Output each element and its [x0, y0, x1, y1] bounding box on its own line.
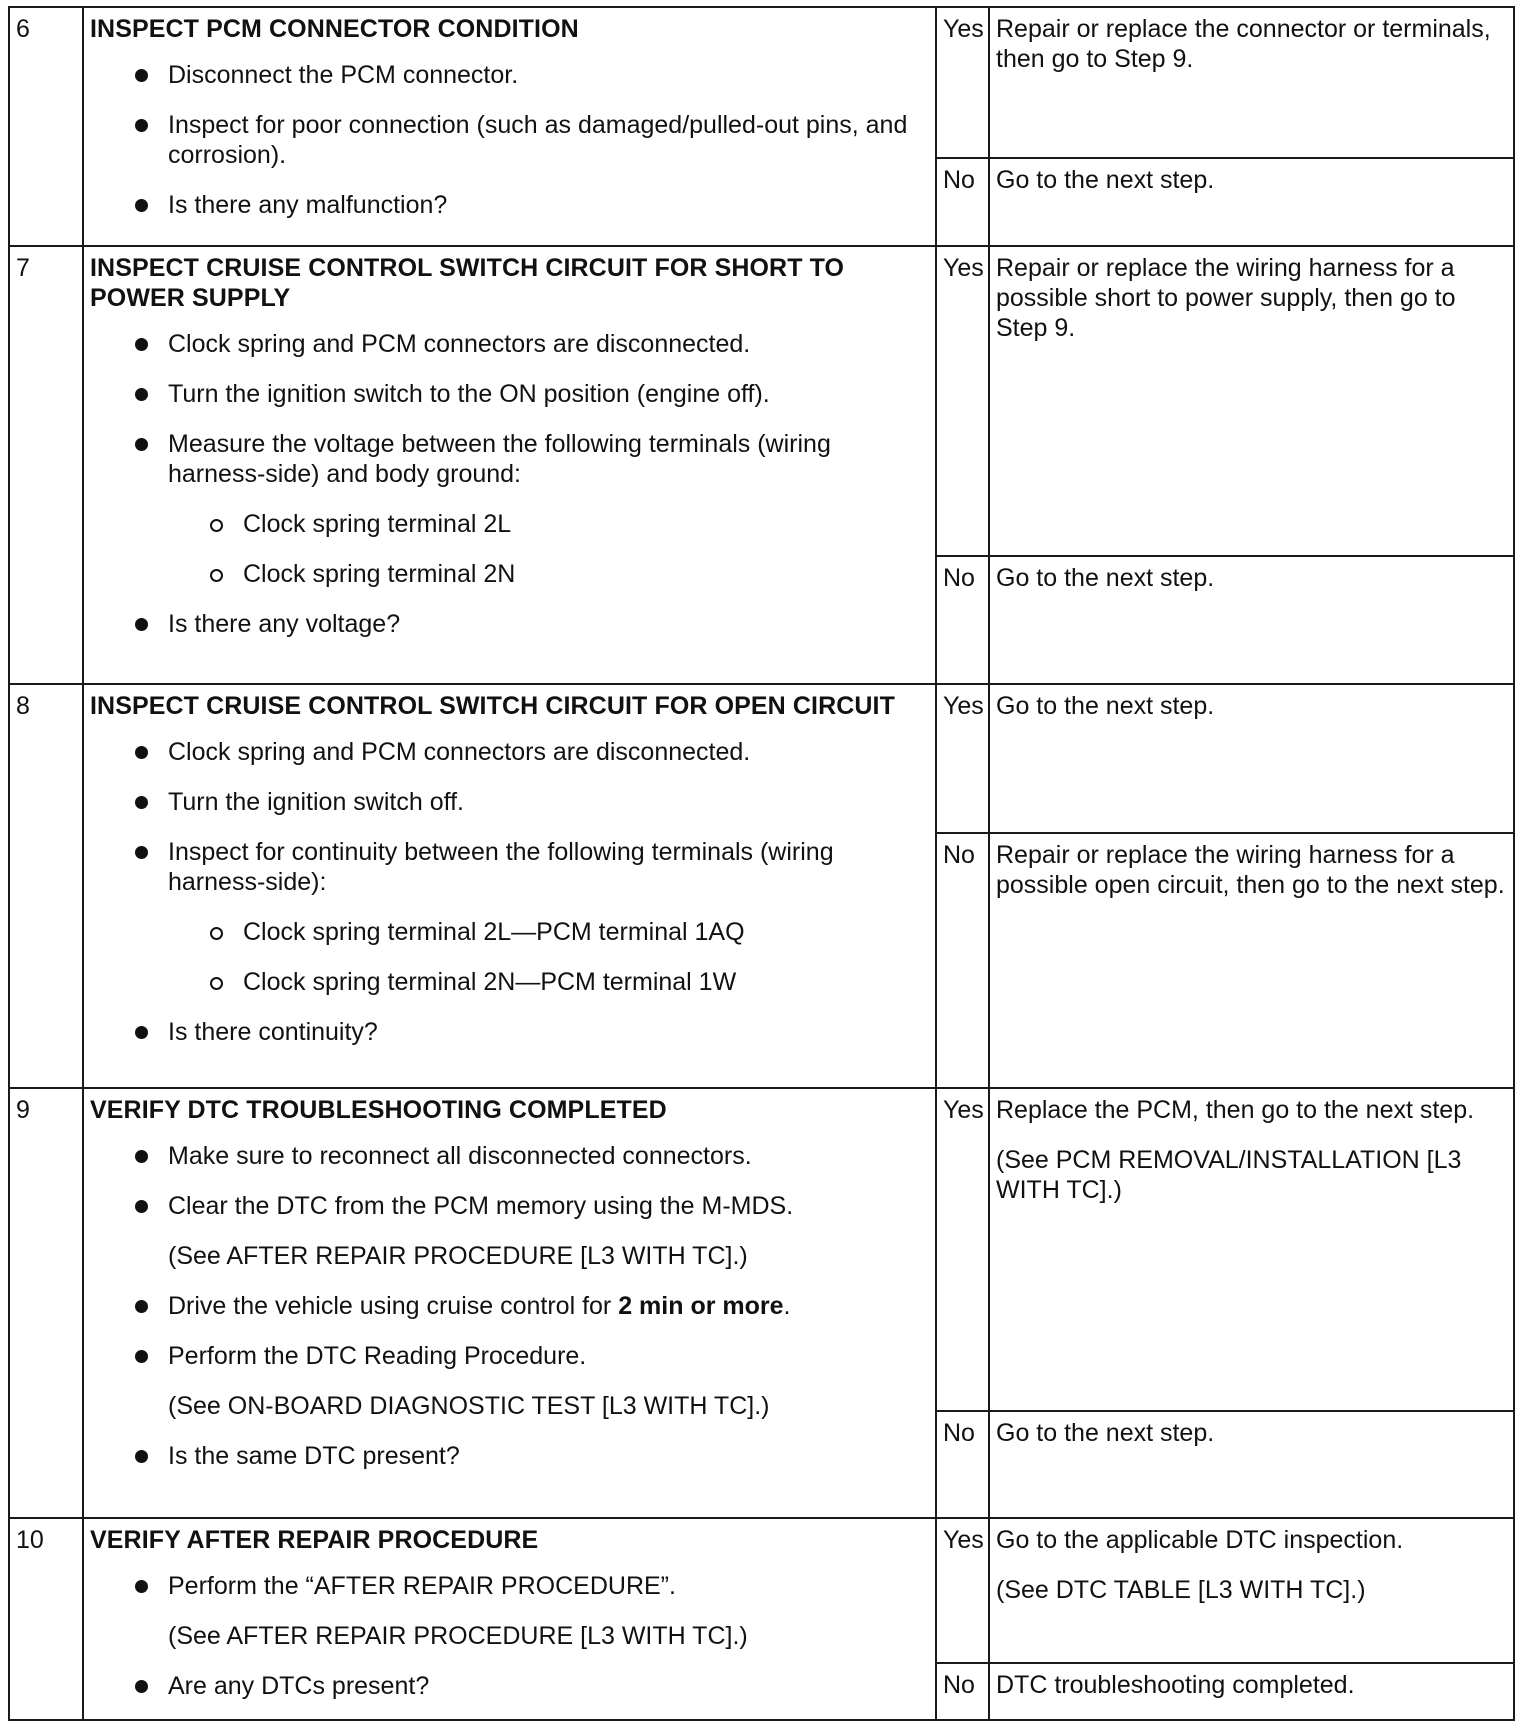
step-6-title: INSPECT PCM CONNECTOR CONDITION	[90, 15, 579, 43]
bullet-item: Clock spring and PCM connectors are disconnected.	[90, 737, 929, 767]
step-9-yes-result: Replace the PCM, then go to the next step. (See PCM REMOVAL/INSTALLATION [L3 WITH TC].)	[989, 1088, 1514, 1411]
bullet-item: Inspect for poor connection (such as damaged/pulled-out pins, and corrosion).	[90, 110, 929, 170]
reference-note: (See AFTER REPAIR PROCEDURE [L3 WITH TC].)	[168, 1622, 748, 1650]
bullet-item: Perform the “AFTER REPAIR PROCEDURE”.	[90, 1571, 929, 1601]
bullet-dot-icon	[135, 1450, 148, 1463]
reference-note: (See AFTER REPAIR PROCEDURE [L3 WITH TC].)	[168, 1242, 748, 1270]
circle-bullet-icon	[210, 927, 223, 940]
bullet-dot-icon	[135, 199, 148, 212]
step-8-number: 8	[9, 684, 83, 1088]
step-6-yes-row	[9, 7, 1514, 158]
bullet-dot-icon	[135, 388, 148, 401]
reference-note: (See PCM REMOVAL/INSTALLATION [L3 WITH TC].)	[996, 1146, 1462, 1204]
sub-bullet-item: Clock spring terminal 2N	[90, 559, 929, 589]
step-6-content	[83, 7, 936, 246]
bullet-dot-icon	[135, 1680, 148, 1693]
step-6-yes-result: Repair or replace the connector or terminals, then go to Step 9.	[989, 7, 1514, 158]
bullet-item: Disconnect the PCM connector.	[90, 60, 929, 90]
bullet-item: Turn the ignition switch off.	[90, 787, 929, 817]
step-10-no-result: DTC troubleshooting completed.	[989, 1663, 1514, 1720]
reference-note: (See DTC TABLE [L3 WITH TC].)	[996, 1576, 1366, 1604]
step-10-yes-result: Go to the applicable DTC inspection. (See DTC TABLE [L3 WITH TC].)	[989, 1518, 1514, 1663]
step-10-no-label: No	[936, 1663, 989, 1720]
step-10-number: 10	[9, 1518, 83, 1720]
bullet-dot-icon	[135, 846, 148, 859]
step-7-title: INSPECT CRUISE CONTROL SWITCH CIRCUIT FOR SHORT TO POWER SUPPLY	[90, 254, 845, 312]
step-9-title: VERIFY DTC TROUBLESHOOTING COMPLETED	[90, 1096, 667, 1124]
circle-bullet-icon	[210, 519, 223, 532]
step-9-content	[83, 1088, 936, 1518]
bullet-item: Drive the vehicle using cruise control for 2 min or more.	[90, 1291, 929, 1321]
bullet-item: Is there any malfunction?	[90, 190, 929, 220]
bullet-dot-icon	[135, 1300, 148, 1313]
bullet-item: Is there any voltage?	[90, 609, 929, 639]
step-10-yes-label: Yes	[936, 1518, 989, 1663]
step-6-no-result: Go to the next step.	[989, 158, 1514, 246]
bullet-dot-icon	[135, 1150, 148, 1163]
reference-note: (See ON-BOARD DIAGNOSTIC TEST [L3 WITH TC].)	[168, 1392, 770, 1420]
step-6-no-label: No	[936, 158, 989, 246]
step-9-no-result: Go to the next step.	[989, 1411, 1514, 1518]
bullet-item: Are any DTCs present?	[90, 1671, 929, 1701]
step-7-yes-result: Repair or replace the wiring harness for a possible short to power supply, then go to Step 9.	[989, 246, 1514, 556]
bullet-item: Is there continuity?	[90, 1017, 929, 1047]
step-10-title: VERIFY AFTER REPAIR PROCEDURE	[90, 1526, 539, 1554]
circle-bullet-icon	[210, 569, 223, 582]
bullet-item: Clear the DTC from the PCM memory using the M-MDS.	[90, 1191, 929, 1221]
step-8-title: INSPECT CRUISE CONTROL SWITCH CIRCUIT FOR OPEN CIRCUIT	[90, 692, 895, 720]
bullet-dot-icon	[135, 746, 148, 759]
troubleshooting-table	[8, 6, 1515, 1721]
step-7-no-result: Go to the next step.	[989, 556, 1514, 684]
step-10-yes-row	[9, 1518, 1514, 1663]
step-9-yes-row	[9, 1088, 1514, 1411]
step-8-content	[83, 684, 936, 1088]
bullet-dot-icon	[135, 1350, 148, 1363]
bullet-item: Inspect for continuity between the following terminals (wiring harness-side):	[90, 837, 929, 897]
bullet-item: Measure the voltage between the following terminals (wiring harness-side) and body ground:	[90, 429, 929, 489]
step-6-yes-label: Yes	[936, 7, 989, 158]
step-7-content	[83, 246, 936, 684]
step-7-yes-label: Yes	[936, 246, 989, 556]
bullet-dot-icon	[135, 438, 148, 451]
bullet-dot-icon	[135, 796, 148, 809]
sub-bullet-item: Clock spring terminal 2L	[90, 509, 929, 539]
step-8-yes-row	[9, 684, 1514, 833]
step-9-yes-label: Yes	[936, 1088, 989, 1411]
bullet-item: Is the same DTC present?	[90, 1441, 929, 1471]
bullet-item: Perform the DTC Reading Procedure.	[90, 1341, 929, 1371]
sub-bullet-item: Clock spring terminal 2L—PCM terminal 1AQ	[90, 917, 929, 947]
step-7-no-label: No	[936, 556, 989, 684]
bullet-dot-icon	[135, 1026, 148, 1039]
step-7-number: 7	[9, 246, 83, 684]
bullet-item: Turn the ignition switch to the ON position (engine off).	[90, 379, 929, 409]
circle-bullet-icon	[210, 977, 223, 990]
step-7-yes-row	[9, 246, 1514, 556]
bullet-dot-icon	[135, 1200, 148, 1213]
step-9-number: 9	[9, 1088, 83, 1518]
bullet-item: Clock spring and PCM connectors are disconnected.	[90, 329, 929, 359]
step-8-no-label: No	[936, 833, 989, 1088]
step-10-content	[83, 1518, 936, 1720]
step-9-no-label: No	[936, 1411, 989, 1518]
bullet-dot-icon	[135, 69, 148, 82]
step-8-yes-label: Yes	[936, 684, 989, 833]
step-6-number: 6	[9, 7, 83, 246]
sub-bullet-item: Clock spring terminal 2N—PCM terminal 1W	[90, 967, 929, 997]
bullet-item: Make sure to reconnect all disconnected connectors.	[90, 1141, 929, 1171]
bullet-dot-icon	[135, 1580, 148, 1593]
bullet-dot-icon	[135, 618, 148, 631]
step-8-no-result: Repair or replace the wiring harness for a possible open circuit, then go to the next step.	[989, 833, 1514, 1088]
bullet-dot-icon	[135, 119, 148, 132]
bullet-dot-icon	[135, 338, 148, 351]
step-8-yes-result: Go to the next step.	[989, 684, 1514, 833]
